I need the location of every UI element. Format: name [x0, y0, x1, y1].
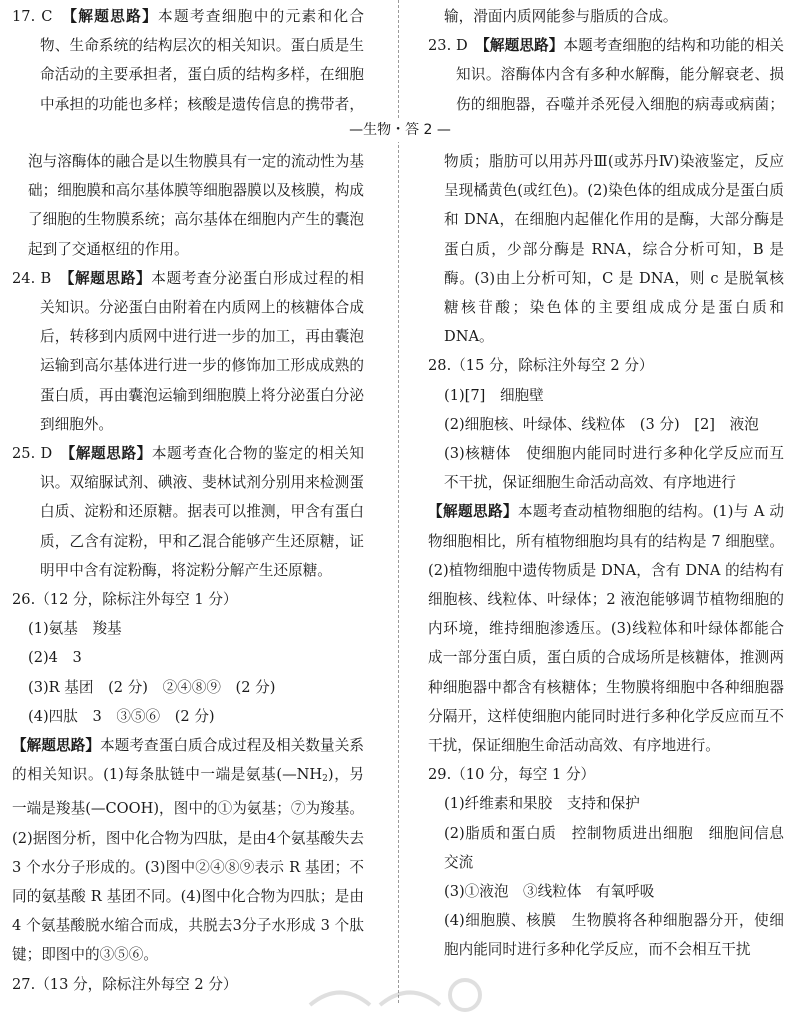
page-marker: —生物・答 2 — [0, 118, 800, 142]
answer-26-item: (3)R 基团 (2 分) ②④⑧⑨ (2 分) [28, 678, 276, 696]
answer-25: 25. D 【解题思路】本题考查化合物的鉴定的相关知识。双缩脲试剂、碘液、斐林试剂分别用来检测蛋白质、淀粉和还原糖。据表可以推测，甲含有蛋白质，乙含有淀粉，甲和乙混合能够产生还原糖，证明甲中含有淀粉酶，将淀粉分解产生还原糖。 [12, 445, 364, 579]
left-column-bottom [12, 147, 364, 999]
answer-23: 23. D 【解题思路】本题考查细胞的结构和功能的相关知识。溶酶体内含有多种水解酶，能分解衰老、损伤的细胞器，吞噬并杀死侵入细胞的病毒或病菌； [428, 37, 784, 113]
answer-28-explanation: 【解题思路】本题考查动植物细胞的结构。(1)与 A 动物细胞相比，所有植物细胞均具有的结构是 7 细胞壁。(2)植物细胞中遗传物质是 DNA，含有 DNA 的结构有细胞核、线粒体、叶绿体；2 液泡能够调节植物细胞的内环境，维持细胞渗透压。(3)线粒体和叶绿体都能合成一部分蛋白质，蛋白质的合成场所是核糖体，推测两种细胞器中都含有核糖体；生物膜将细胞中各种细胞器分隔开，这样使细胞内能同时进行多种化学反应而互不干扰，保证细胞生命活动高效、有序地进行。 [428, 503, 784, 755]
answer-26-explanation: 【解题思路】本题考查蛋白质合成过程及相关数量关系的相关知识。(1)每条肽链中一端是氨基$(—NH_2)$，另一端是羧基(—COOH)，图中的①为氨基；⑦为羧基。(2)据图分析，图中化合物为四肽，是由4个氨基酸失去 3 个水分子形成的。(3)图中②④⑧⑨表示 R 基团；不同的氨基酸 R 基团不同。(4)图中化合物为四肽；是由 4 个氨基酸脱水缩合而成，共脱去3分子水形成 3 个肽键；即图中的③⑤⑥。 [12, 737, 364, 964]
answer-22-continued: 输，滑面内质网能参与脂质的合成。 [444, 8, 678, 25]
answer-24: 24. B 【解题思路】本题考查分泌蛋白形成过程的相关知识。分泌蛋白由附着在内质网上的核糖体合成后，转移到内质网中进行进一步的加工，再由囊泡运输到高尔基体进行进一步的修饰加工形成成熟的蛋白质，再由囊泡运输到细胞膜上将分泌蛋白分泌到细胞外。 [12, 269, 364, 433]
answer-28-item: (3)核糖体 使细胞内能同时进行多种化学反应而互不干扰，保证细胞生命活动高效、有序地进行 [444, 445, 784, 492]
answer-29-item: (1)纤维素和果胶 支持和保护 [444, 795, 640, 813]
right-column-bottom [428, 147, 784, 965]
answer-17: 17. C 【解题思路】本题考查细胞中的元素和化合物、生命系统的结构层次的相关知识。蛋白质是生命活动的主要承担者，蛋白质的结构多样，在细胞中承担的功能也多样；核酸是遗传信息的携带者， [12, 8, 364, 113]
answer-27-continued: 物质；脂肪可以用苏丹Ⅲ(或苏丹Ⅳ)染液鉴定，反应呈现橘黄色(或红色)。(2)染色体的组成成分是蛋白质和 DNA，在细胞内起催化作用的是酶，大部分酶是蛋白质，少部分酶是 RNA，综合分析可知，B 是酶。(3)由上分析可知，C 是 DNA，则 c 是脱氧核糖核苷酸；染色体的主要组成成分是蛋白质和 DNA。 [444, 153, 784, 346]
answer-17-continued: 泡与溶酶体的融合是以生物膜具有一定的流动性为基础；细胞膜和高尔基体膜等细胞器膜以及核膜，构成了细胞的生物膜系统；高尔基体在细胞内产生的囊泡起到了交通枢纽的作用。 [28, 153, 364, 258]
answer-29-item: (4)细胞膜、核膜 生物膜将各种细胞器分开，使细胞内能同时进行多种化学反应，而不会相互干扰 [444, 912, 784, 959]
answer-29-item: (2)脂质和蛋白质 控制物质进出细胞 细胞间信息交流 [444, 824, 784, 871]
answer-28-item: (1)[7] 细胞壁 [444, 386, 544, 404]
answer-29-item: (3)①液泡 ③线粒体 有氧呼吸 [444, 883, 655, 901]
watermark-logo [300, 975, 500, 1015]
answer-28-header: 28.（15 分，除标注外每空 2 分） [428, 357, 654, 375]
answer-28-item: (2)细胞核、叶绿体、线粒体 (3 分) [2] 液泡 [444, 415, 759, 433]
column-divider [398, 0, 399, 1003]
answer-26-header: 26.（12 分，除标注外每空 1 分） [12, 591, 238, 609]
answer-26-item: (1)氨基 羧基 [28, 620, 122, 638]
answer-26-item: (2)4 3 [28, 649, 82, 667]
answer-29-header: 29.（10 分，每空 1 分） [428, 766, 596, 784]
answer-27-header: 27.（13 分，除标注外每空 2 分） [12, 975, 238, 993]
answer-26-item: (4)四肽 3 ③⑤⑥ (2 分) [28, 707, 215, 725]
